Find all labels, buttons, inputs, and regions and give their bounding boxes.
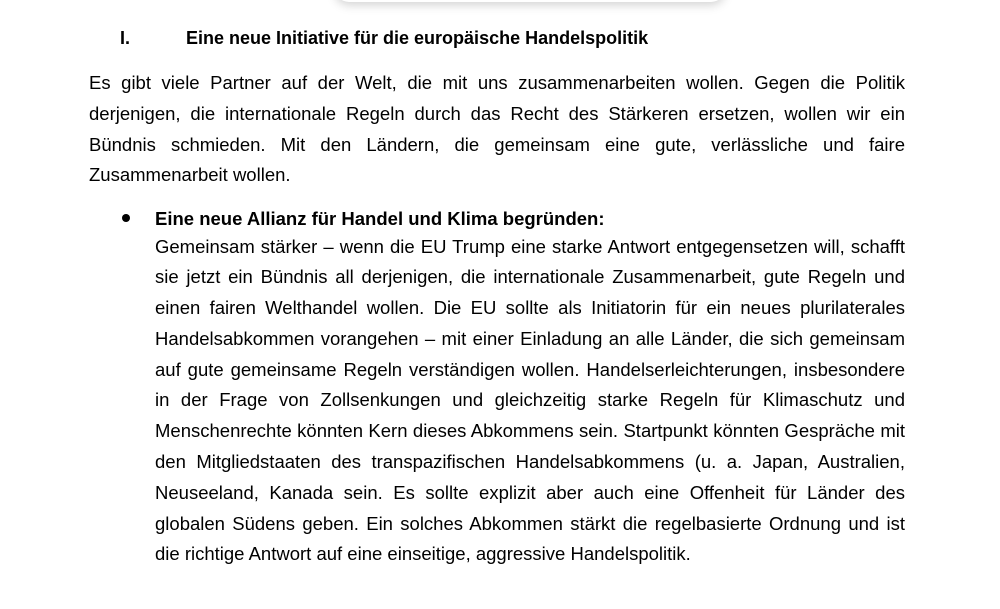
bullet-text: Gemeinsam stärker – wenn die EU Trump eine starke Antwort entgegensetzen will, schafft sie jetzt ein Bündnis all derjenigen, die internationale Zusammenarbeit, gute Regeln und einen fairen Welthandel wollen. Die EU sollte als Initiatorin für ein neues plurilaterales Handelsabkommen vorangehen – mit einer Einladung an alle Länder, die sich gemeinsam auf gute gemeinsame Regeln verständigen wollen. Handelserleichterungen, insbesondere in der Frage von Zollsenkungen und gleichzeitig starke Regeln für Klimaschutz und Menschenrechte könnten Kern dieses Abkommens sein. Startpunkt könnten Gespräche mit den Mitgliedstaaten des transpazifischen Handelsabkommens (u. a. Japan, Australien, Neuseeland, Kanada sein. Es sollte explizit aber auch eine Offenheit für Länder des globalen Südens geben. Ein solches Abkommen stärkt die regelbasierte Ordnung und ist die richtige Antwort auf eine einseitige, aggressive Handelspolitik. xyxy=(155,235,905,565)
section-title: Eine neue Initiative für die europäische Handelspolitik xyxy=(186,28,649,48)
bullet-title: Eine neue Allianz für Handel und Klima begründen: xyxy=(155,208,605,229)
bullet-icon xyxy=(122,214,130,222)
section-heading xyxy=(0,25,1000,51)
intro-paragraph: Es gibt viele Partner auf der Welt, die mit uns zusammenarbeiten wollen. Gegen die Politik derjenigen, die internationale Regeln durch das Recht des Stärkeren ersetzen, wollen wir ein Bündnis schmieden. Mit den Ländern, die gemeinsam eine gute, verlässliche und faire Zusammenarbeit wollen. xyxy=(89,72,905,186)
top-edge-shadow xyxy=(335,0,725,2)
section-number: I. xyxy=(120,28,131,48)
bullet-body xyxy=(155,206,905,570)
